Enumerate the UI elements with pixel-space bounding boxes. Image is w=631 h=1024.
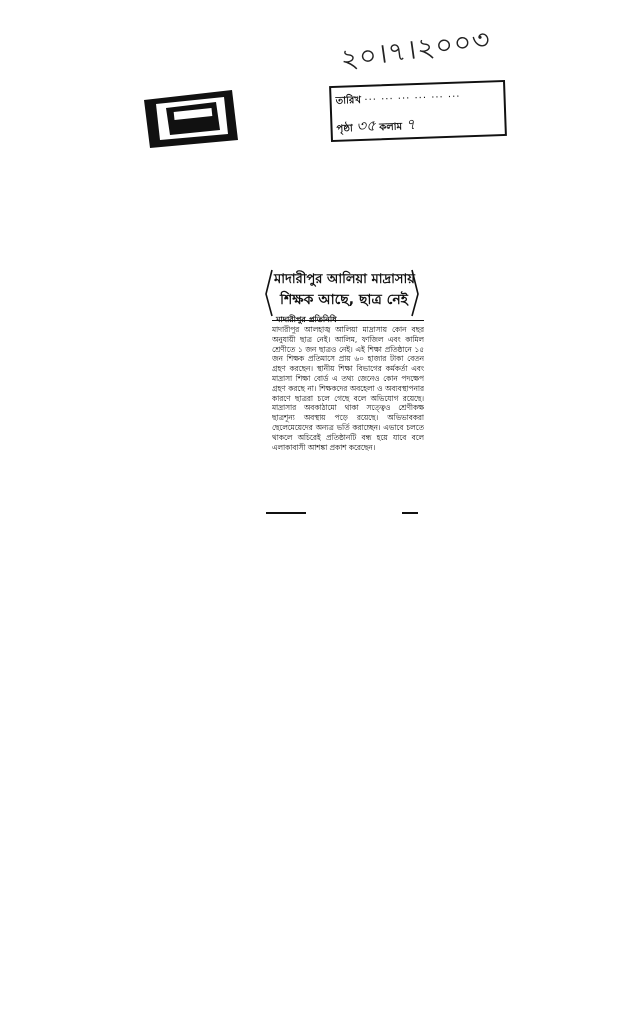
newspaper-logo <box>140 88 240 150</box>
news-clipping <box>262 262 422 522</box>
stamp-date-label: তারিখ <box>335 94 362 107</box>
clipping-foot-rule-left <box>266 512 306 514</box>
headline-bracket-left <box>264 268 274 318</box>
article-body: মাদারীপুর আলহাজ্ব আলিয়া মাদ্রাসায় কোন বছর অনুযায়ী ছাত্র নেই। আলিম, ফাজিল এবং কামিল শ্রেণীতে ১ জন ছাত্রও নেই। এই শিক্ষা প্রতিষ্ঠানে ১৫ জন শিক্ষক প্রতিমাসে প্রায় ৬০ হাজার টাকা বেতন গ্রহণ করছেন। স্থানীয় শিক্ষা বিভাগের কর্মকর্তা এবং মাদ্রাসা শিক্ষা বোর্ড এ তথ্য জেনেও কোন পদক্ষেপ গ্রহণ করছে না। শিক্ষকদের অবহেলা ও অব্যবস্থাপনার কারণে ছাত্ররা চলে গেছে বলে অভিযোগ রয়েছে। মাদ্রাসার অবকাঠামো থাকা সত্ত্বেও শ্রেণীকক্ষ ছাত্রশূন্য অবস্থায় পড়ে রয়েছে। অভিভাবকরা ছেলেমেয়েদের অন্যত্র ভর্তি করাচ্ছেন। এভাবে চলতে থাকলে অচিরেই প্রতিষ্ঠানটি বন্ধ হয়ে যাবে বলে এলাকাবাসী আশঙ্কা প্রকাশ করেছেন। <box>272 325 424 452</box>
stamp-page-value: ৩৫ <box>355 116 376 136</box>
stamp-page-row <box>336 113 416 141</box>
newspaper-logo-mark <box>140 88 240 150</box>
handwritten-date: ২০।৭।২০০৩ <box>338 23 493 76</box>
stamp-date-row <box>335 90 460 111</box>
stamp-column-value: ৭ <box>405 115 416 134</box>
article-headline-line2: শিক্ষক আছে, ছাত্র নেই <box>280 292 408 308</box>
clipping-foot-rule-right <box>402 512 418 514</box>
stamp-page-label: পৃষ্ঠা <box>336 123 353 135</box>
stamp-date-dots: ··· ··· ··· ··· ··· ··· <box>364 91 461 106</box>
article-headline-line1: মাদারীপুর আলিয়া মাদ্রাসায় <box>274 272 415 287</box>
byline-divider <box>272 320 424 321</box>
headline-bracket-right <box>410 268 420 318</box>
clipping-stamp <box>329 80 507 142</box>
stamp-column-label: কলাম <box>379 121 403 134</box>
